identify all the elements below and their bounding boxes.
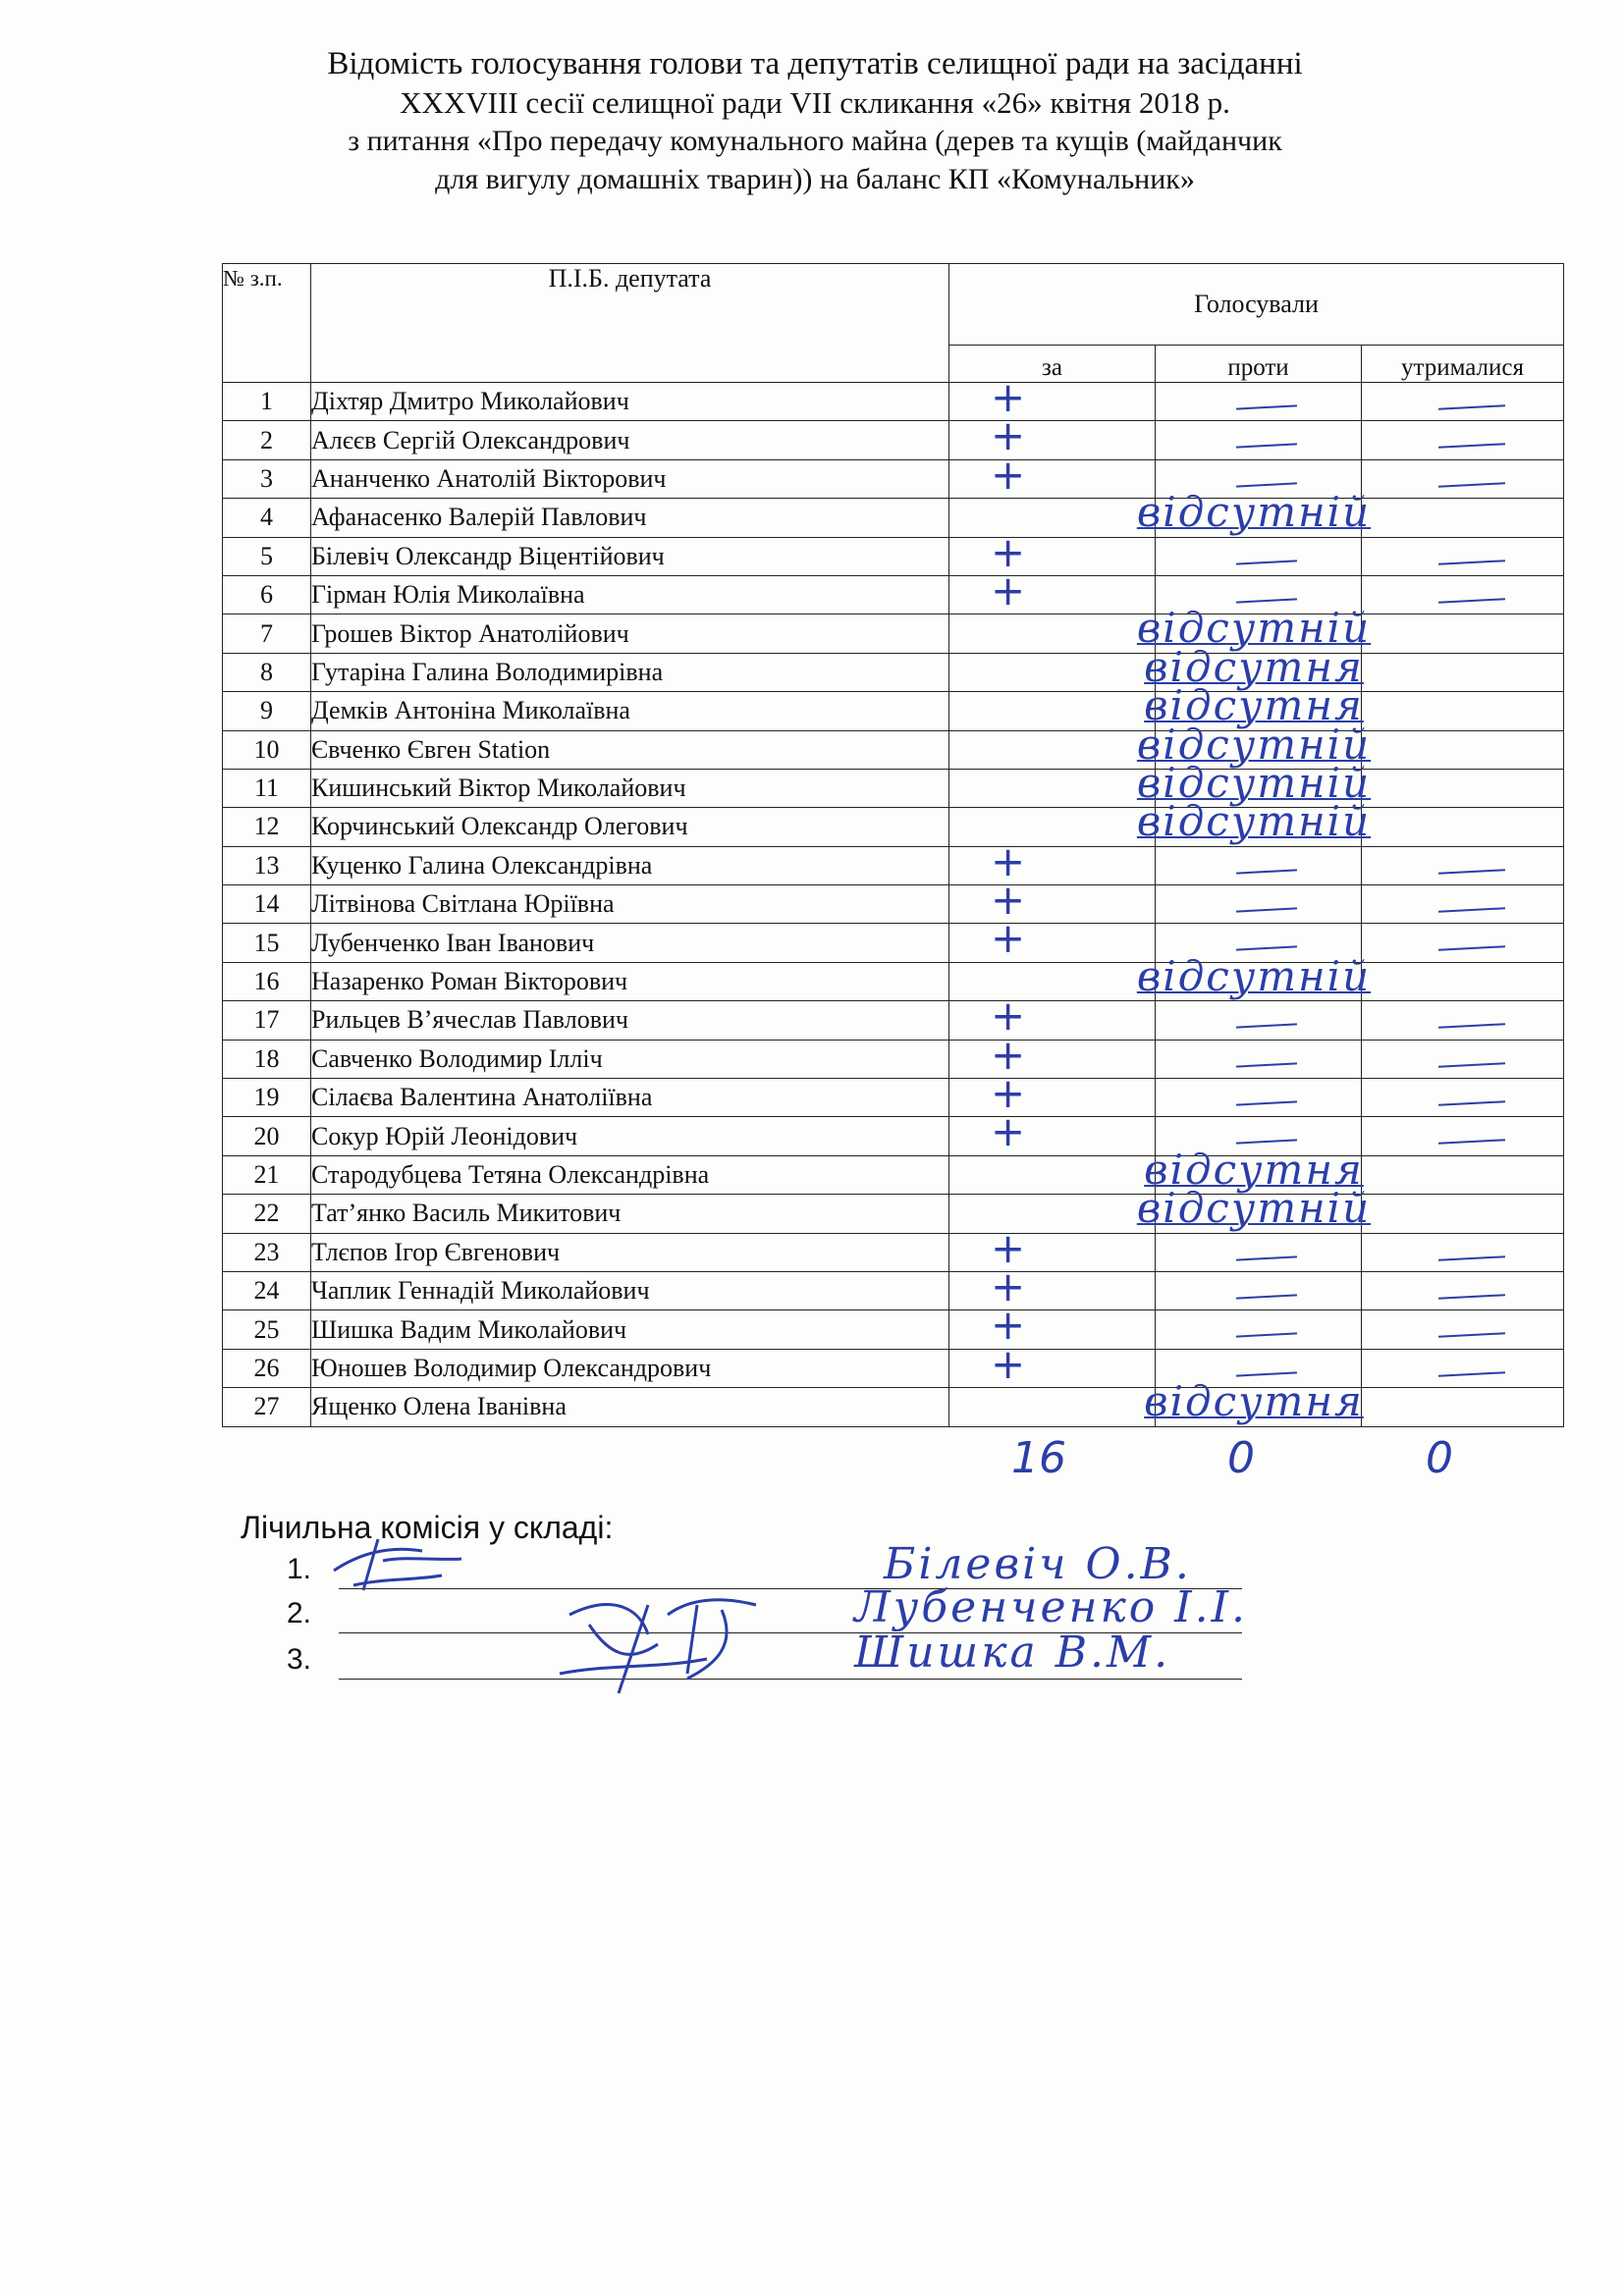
deputy-name: Демків Антоніна Миколаївна: [311, 692, 949, 730]
abstained-cell: [1362, 1233, 1564, 1271]
vote-against-dash: [1236, 1294, 1297, 1299]
vote-for-mark: +: [991, 411, 1026, 460]
table-body: [223, 373, 1564, 1427]
against-cell: [1156, 846, 1362, 884]
deputy-name: Назаренко Роман Вікторович: [311, 962, 949, 1000]
abstained-cell: [1362, 962, 1564, 1000]
row-number: 10: [223, 730, 311, 769]
for-cell: [949, 1223, 1156, 1272]
signature-1-mark: [324, 1531, 471, 1600]
for-cell: [949, 951, 1372, 1000]
vote-for-mark: +: [991, 450, 1026, 499]
row-number: 22: [223, 1195, 311, 1233]
vote-for-mark: +: [991, 527, 1026, 576]
deputy-name: Сокур Юрій Леонідович: [311, 1117, 949, 1155]
table-row: [223, 1079, 1564, 1117]
deputy-name: Літвінова Світлана Юріївна: [311, 885, 949, 924]
against-cell: [1156, 1079, 1362, 1117]
vote-abstained-dash: [1438, 1023, 1505, 1029]
vote-against-dash: [1236, 1333, 1297, 1338]
absent-note: відсутній: [1136, 604, 1372, 653]
vote-abstained-dash: [1438, 444, 1505, 450]
absent-note: відсутній: [1136, 1184, 1372, 1233]
absent-note: відсутня: [1144, 1377, 1364, 1426]
header-abstained: утрималися: [1362, 346, 1564, 383]
deputy-name: Алєєв Сергій Олександрович: [311, 421, 949, 459]
title-line-3: з питання «Про передачу комунального майна (дерев та кущів (майданчик: [348, 125, 1282, 157]
row-number: 8: [223, 653, 311, 691]
deputy-name: Євченко Євген Station: [311, 730, 949, 769]
row-number: 24: [223, 1271, 311, 1309]
row-number: 3: [223, 459, 311, 498]
table-row: [223, 808, 1564, 846]
document-title: [196, 45, 1434, 198]
title-line-4: для вигулу домашніх тварин)) на баланс КП «Комунальник»: [435, 163, 1195, 195]
deputy-name: Гірман Юлія Миколаївна: [311, 575, 949, 614]
vote-for-mark: +: [991, 565, 1026, 614]
deputy-name: Тат’янко Василь Микитович: [311, 1195, 949, 1233]
vote-for-mark: +: [991, 1107, 1026, 1156]
total-for: 16: [1011, 1433, 1066, 1483]
vote-for-mark: +: [991, 1030, 1026, 1079]
vote-against-dash: [1236, 1371, 1297, 1376]
absent-note: відсутня: [1144, 681, 1364, 730]
deputy-name: Сілаєва Валентина Анатоліївна: [311, 1079, 949, 1117]
deputy-name: Корчинський Олександр Олегович: [311, 808, 949, 846]
against-cell: [1156, 808, 1362, 846]
table-row: [223, 383, 1564, 421]
vote-for-mark: +: [991, 914, 1026, 963]
against-cell: [1156, 885, 1362, 924]
total-against: 0: [1227, 1433, 1255, 1483]
vote-abstained-dash: [1438, 1140, 1505, 1146]
abstained-cell: [1362, 1388, 1564, 1426]
abstained-cell: [1362, 846, 1564, 884]
row-number: 13: [223, 846, 311, 884]
vote-against-dash: [1236, 404, 1297, 409]
row-number: 1: [223, 383, 311, 421]
deputy-name: Рильцев В’ячеслав Павлович: [311, 1001, 949, 1040]
row-number: 5: [223, 537, 311, 575]
for-cell: [949, 1261, 1156, 1310]
abstained-cell: [1362, 1310, 1564, 1349]
vote-against-dash: [1236, 1062, 1297, 1067]
vote-for-mark: +: [991, 876, 1026, 925]
table-row: [223, 1001, 1564, 1040]
vote-for-mark: +: [991, 991, 1026, 1041]
vote-against-dash: [1236, 907, 1297, 912]
deputy-name: Ананченко Анатолій Вікторович: [311, 459, 949, 498]
deputy-name: Чаплик Геннадій Миколайович: [311, 1271, 949, 1309]
absent-note: відсутня: [1144, 642, 1364, 691]
row-number: 9: [223, 692, 311, 730]
vote-abstained-dash: [1438, 1294, 1505, 1300]
row-number: 21: [223, 1155, 311, 1194]
vote-for-mark: +: [991, 373, 1026, 421]
vote-abstained-dash: [1438, 1371, 1505, 1377]
absent-note: відсутній: [1136, 720, 1372, 769]
table-row: [223, 421, 1564, 459]
table-row: [223, 1040, 1564, 1078]
signature-line-3: [339, 1679, 1242, 1680]
vote-against-dash: [1236, 1255, 1297, 1260]
row-number: 27: [223, 1388, 311, 1426]
for-cell: [949, 1301, 1156, 1350]
row-number: 6: [223, 575, 311, 614]
abstained-cell: [1362, 1040, 1564, 1078]
row-number: 14: [223, 885, 311, 924]
abstained-cell: [1362, 499, 1564, 537]
vote-against-dash: [1236, 1140, 1297, 1145]
table-row: [223, 1310, 1564, 1349]
vote-abstained-dash: [1438, 907, 1505, 913]
against-cell: [1156, 383, 1362, 421]
deputy-name: Кишинський Віктор Миколайович: [311, 769, 949, 807]
against-cell: [1156, 1233, 1362, 1271]
for-cell: [949, 488, 1372, 537]
vote-for-mark: +: [991, 1223, 1026, 1272]
header-against: проти: [1156, 346, 1362, 383]
vote-abstained-dash: [1438, 482, 1505, 488]
abstained-cell: [1362, 537, 1564, 575]
against-cell: [1156, 1001, 1362, 1040]
for-cell: [949, 836, 1156, 885]
vote-against-dash: [1236, 598, 1297, 603]
member-1-name: Білевіч О.В.: [884, 1539, 1192, 1589]
vote-abstained-dash: [1438, 1255, 1505, 1261]
deputy-name: Савченко Володимир Ілліч: [311, 1040, 949, 1078]
deputy-name: Лубенченко Іван Іванович: [311, 924, 949, 962]
abstained-cell: [1362, 1195, 1564, 1233]
table-row: [223, 846, 1564, 884]
row-number: 11: [223, 769, 311, 807]
against-cell: [1156, 537, 1362, 575]
for-cell: [949, 876, 1156, 925]
deputy-name: Тлєпов Ігор Євгенович: [311, 1233, 949, 1271]
row-number: 18: [223, 1040, 311, 1078]
absent-note: відсутній: [1136, 797, 1372, 846]
header-voted: Голосували: [949, 264, 1564, 346]
member-3-name: Шишка В.М.: [854, 1628, 1171, 1678]
against-cell: [1156, 962, 1362, 1000]
for-cell: [949, 411, 1156, 460]
for-cell: [949, 1377, 1364, 1426]
vote-for-mark: +: [991, 836, 1026, 885]
abstained-cell: [1362, 808, 1564, 846]
signature-2-3-mark: [550, 1585, 785, 1703]
header-number: № з.п.: [223, 264, 311, 383]
vote-abstained-dash: [1438, 404, 1505, 410]
deputy-name: Білевіч Олександр Віцентійович: [311, 537, 949, 575]
vote-abstained-dash: [1438, 1100, 1505, 1106]
vote-against-dash: [1236, 560, 1297, 564]
row-number: 7: [223, 614, 311, 653]
vote-against-dash: [1236, 444, 1297, 449]
vote-for-mark: +: [991, 1301, 1026, 1350]
abstained-cell: [1362, 1079, 1564, 1117]
member-3-number: 3.: [287, 1643, 312, 1676]
vote-for-mark: +: [991, 1261, 1026, 1310]
against-cell: [1156, 1195, 1362, 1233]
title-line-2: XXXVIII сесії селищної ради VII скликання «26» квітня 2018 р.: [400, 85, 1230, 120]
title-line-1: Відомість голосування голови та депутатів селищної ради на засіданні: [327, 46, 1303, 81]
for-cell: [949, 373, 1156, 421]
against-cell: [1156, 1310, 1362, 1349]
deputy-name: Стародубцева Тетяна Олександрівна: [311, 1155, 949, 1194]
for-cell: [949, 1184, 1372, 1233]
row-number: 20: [223, 1117, 311, 1155]
abstained-cell: [1362, 421, 1564, 459]
table-row: [223, 1271, 1564, 1309]
deputy-name: Гутаріна Галина Володимирівна: [311, 653, 949, 691]
abstained-cell: [1362, 1001, 1564, 1040]
vote-abstained-dash: [1438, 560, 1505, 565]
against-cell: [1156, 421, 1362, 459]
member-1-number: 1.: [287, 1553, 312, 1585]
row-number: 17: [223, 1001, 311, 1040]
table-row: [223, 885, 1564, 924]
vote-abstained-dash: [1438, 946, 1505, 952]
vote-abstained-dash: [1438, 1333, 1505, 1339]
total-abstained: 0: [1426, 1433, 1453, 1483]
vote-against-dash: [1236, 1024, 1297, 1029]
header-for: за: [949, 346, 1156, 383]
for-cell: [949, 991, 1156, 1041]
vote-against-dash: [1236, 869, 1297, 874]
row-number: 12: [223, 808, 311, 846]
vote-abstained-dash: [1438, 1062, 1505, 1068]
row-number: 26: [223, 1349, 311, 1387]
absent-note: відсутній: [1136, 951, 1372, 1000]
against-cell: [1156, 1271, 1362, 1309]
member-2-name: Лубенченко І.І.: [854, 1582, 1248, 1632]
absent-note: відсутній: [1136, 758, 1372, 807]
absent-note: відсутня: [1144, 1145, 1364, 1194]
abstained-cell: [1362, 383, 1564, 421]
vote-for-mark: +: [991, 1339, 1026, 1388]
for-cell: [949, 1069, 1156, 1118]
table-row: [223, 1388, 1564, 1426]
row-number: 19: [223, 1079, 311, 1117]
abstained-cell: [1362, 885, 1564, 924]
row-number: 2: [223, 421, 311, 459]
table-row: [223, 1195, 1564, 1233]
member-2-number: 2.: [287, 1597, 312, 1629]
absent-note: відсутній: [1136, 488, 1372, 537]
abstained-cell: [1362, 1271, 1564, 1309]
header-name: П.І.Б. депутата: [311, 264, 949, 383]
table-row: [223, 962, 1564, 1000]
vote-abstained-dash: [1438, 598, 1505, 604]
against-cell: [1156, 499, 1362, 537]
vote-for-mark: +: [991, 1069, 1026, 1118]
commission-label: Лічильна комісія у складі:: [241, 1510, 614, 1545]
row-number: 15: [223, 924, 311, 962]
deputy-name: Шишка Вадим Миколайович: [311, 1310, 949, 1349]
row-number: 23: [223, 1233, 311, 1271]
deputy-name: Діхтяр Дмитро Миколайович: [311, 383, 949, 421]
for-cell: [949, 1030, 1156, 1079]
table-row: [223, 537, 1564, 575]
deputy-name: Куценко Галина Олександрівна: [311, 846, 949, 884]
for-cell: [949, 527, 1156, 576]
vote-against-dash: [1236, 482, 1297, 487]
table-row: [223, 499, 1564, 537]
deputy-name: Афанасенко Валерій Павлович: [311, 499, 949, 537]
row-number: 16: [223, 962, 311, 1000]
deputy-name: Юношев Володимир Олександрович: [311, 1349, 949, 1387]
deputy-name: Ященко Олена Іванівна: [311, 1388, 949, 1426]
against-cell: [1156, 1040, 1362, 1078]
row-number: 4: [223, 499, 311, 537]
against-cell: [1156, 1388, 1362, 1426]
voting-table: [222, 263, 1564, 1427]
for-cell: [949, 797, 1372, 846]
table-row: [223, 1233, 1564, 1271]
vote-against-dash: [1236, 946, 1297, 951]
deputy-name: Грошев Віктор Анатолійович: [311, 614, 949, 653]
row-number: 25: [223, 1310, 311, 1349]
vote-against-dash: [1236, 1100, 1297, 1105]
vote-abstained-dash: [1438, 869, 1505, 875]
